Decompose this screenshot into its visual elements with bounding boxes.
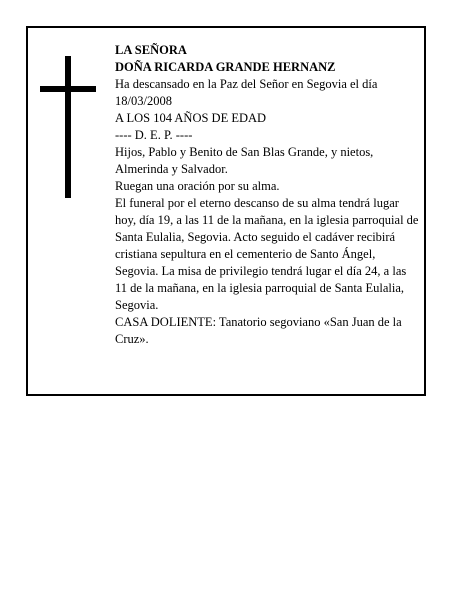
cross-vertical-bar bbox=[65, 56, 71, 198]
prayer-request: Ruegan una oración por su alma. bbox=[115, 179, 280, 193]
funeral-home: CASA DOLIENTE: Tanatorio segoviano «San Juan de la Cruz». bbox=[115, 315, 402, 346]
funeral-details: El funeral por el eterno descanso de su alma tendrá lugar hoy, día 19, a las 11 de la mañana, en la iglesia parroquial de Santa Eulalia, Segovia. Acto seguido el cadáver recibirá cristiana sepultura en el cementerio de Santo Ángel, Segovia. La misa de privilegio tendrá lugar el día 24, a las 11 de la mañana, en la iglesia parroquial de Santa Eulalia, Segovia. bbox=[115, 196, 419, 312]
age-at-death: A LOS 104 AÑOS DE EDAD bbox=[115, 111, 267, 125]
cross-icon bbox=[40, 56, 96, 198]
deceased-name: DOÑA RICARDA GRANDE HERNANZ bbox=[115, 60, 336, 74]
notice-title-line1: LA SEÑORA bbox=[115, 43, 187, 57]
rest-in-peace: ---- D. E. P. ---- bbox=[115, 128, 193, 142]
cross-horizontal-bar bbox=[40, 86, 96, 92]
family-members: Hijos, Pablo y Benito de San Blas Grande, y nietos, Almerinda y Salvador. bbox=[115, 145, 374, 176]
notice-text bbox=[115, 42, 421, 348]
death-statement: Ha descansado en la Paz del Señor en Segovia el día 18/03/2008 bbox=[115, 77, 378, 108]
obituary-notice bbox=[26, 26, 426, 396]
